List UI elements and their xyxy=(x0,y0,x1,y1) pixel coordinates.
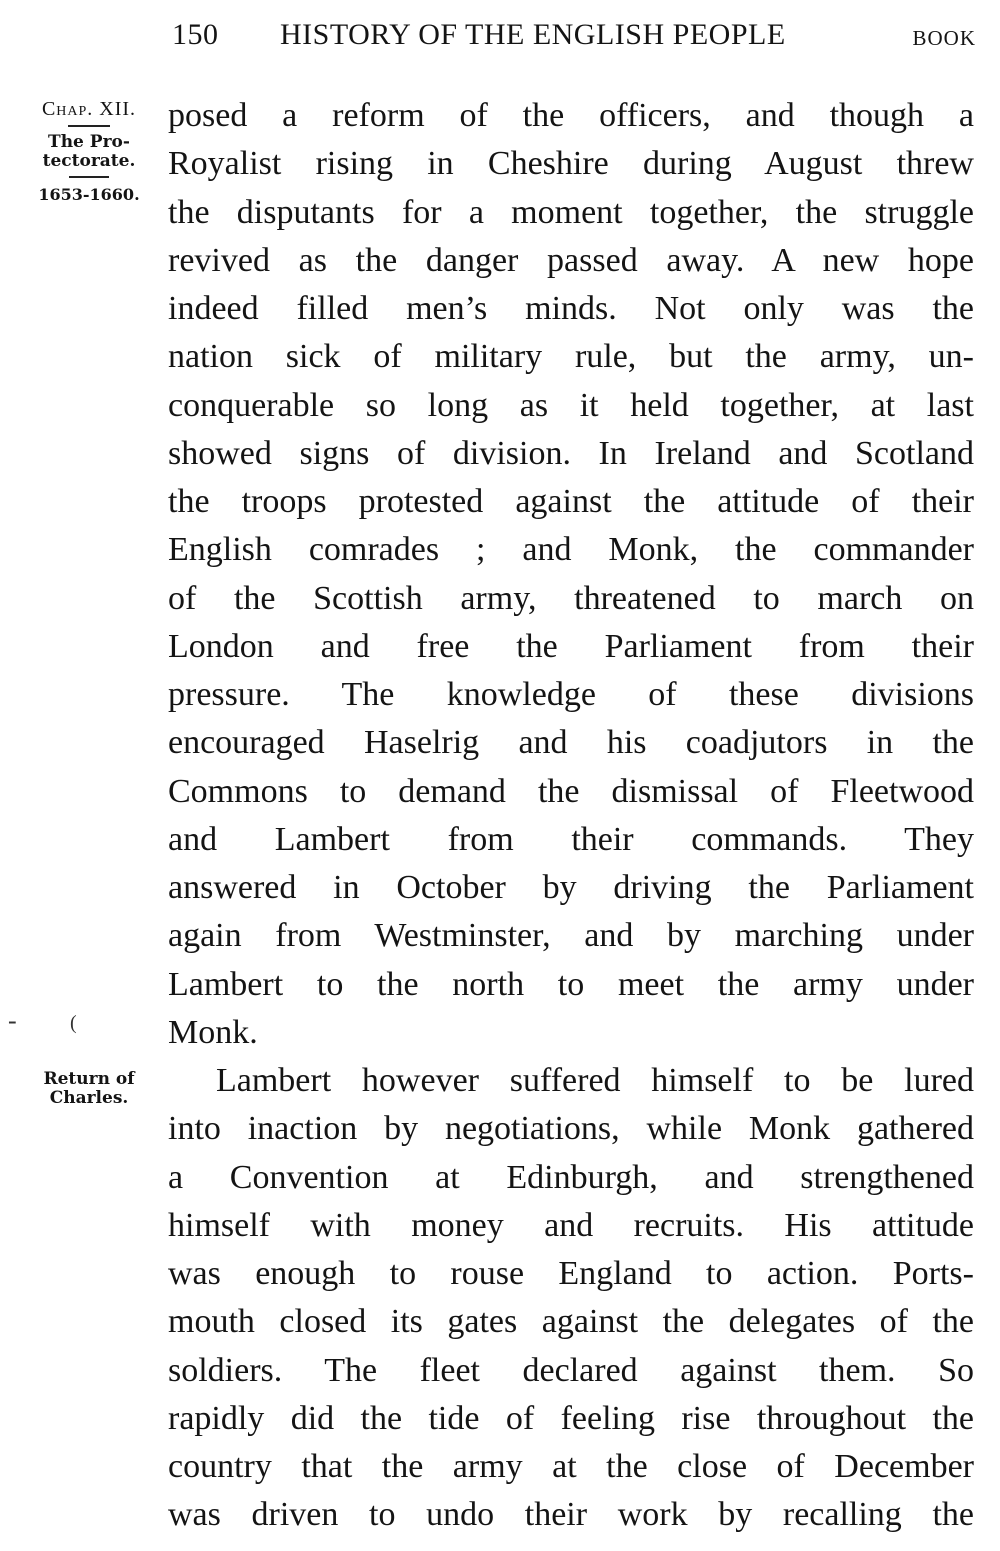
text-line: Lambert however suffered himself to be lured xyxy=(216,1062,974,1099)
text-line: a Convention at Edinburgh, and strengthened xyxy=(168,1158,974,1196)
margin-note-return xyxy=(18,1070,160,1108)
text-line: Monk. xyxy=(168,1013,258,1051)
text-line: and Lambert from their commands. They xyxy=(168,820,974,858)
chapter-label: Chap. XII. xyxy=(41,98,137,120)
running-book-label: BOOK xyxy=(912,26,976,50)
text-line: rapidly did the tide of feeling rise throughout the xyxy=(168,1399,974,1437)
text-line: answered in October by driving the Parliament xyxy=(168,869,974,906)
text-line: was enough to rouse England to action. Ports- xyxy=(168,1255,974,1292)
text-line: encouraged Haselrig and his coadjutors in the xyxy=(168,724,974,762)
margin-rule xyxy=(69,176,109,178)
text-line: mouth closed its gates against the delegates of the xyxy=(168,1303,974,1341)
text-line: Lambert to the north to meet the army under xyxy=(168,965,974,1003)
text-line: country that the army at the close of December xyxy=(168,1448,974,1485)
text-line: himself with money and recruits. His attitude xyxy=(168,1206,974,1244)
text-line: into inaction by negotiations, while Monk gathered xyxy=(168,1110,974,1148)
text-line: London and free the Parliament from their xyxy=(168,627,974,665)
paragraph xyxy=(168,1057,974,1540)
text-line: soldiers. The fleet declared against them. So xyxy=(168,1351,974,1389)
text-line: revived as the danger passed away. A new hope xyxy=(168,241,974,279)
section-title-line2: tectorate. xyxy=(42,151,136,171)
stray-paren-mark: ( xyxy=(70,1012,77,1034)
running-head xyxy=(170,18,976,58)
text-line: nation sick of military rule, but the army, un- xyxy=(168,338,974,376)
text-line: Royalist rising in Cheshire during August threw xyxy=(168,145,974,183)
margin-rule xyxy=(68,125,110,127)
text-line: English comrades ; and Monk, the commander xyxy=(168,531,974,569)
text-line: was driven to undo their work by recalling the xyxy=(168,1496,974,1534)
stray-dash-mark: - xyxy=(8,1006,17,1035)
text-line: the troops protested against the attitude of their xyxy=(168,483,974,520)
running-title: HISTORY OF THE ENGLISH PEOPLE xyxy=(280,18,786,51)
text-line: pressure. The knowledge of these divisions xyxy=(168,676,974,713)
text-line: showed signs of division. In Ireland and Scotland xyxy=(168,434,974,472)
text-line: again from Westminster, and by marching under xyxy=(168,917,974,955)
body-text xyxy=(168,92,974,1540)
margin-note-chapter xyxy=(18,100,160,204)
section-dates: 1653-1660. xyxy=(38,185,140,204)
text-line: Commons to demand the dismissal of Fleetwood xyxy=(168,772,974,810)
page-number: 150 xyxy=(172,18,219,51)
return-note-line2: Charles. xyxy=(49,1088,129,1108)
text-line: conquerable so long as it held together, at last xyxy=(168,386,974,424)
text-line: indeed filled men’s minds. Not only was the xyxy=(168,290,974,327)
text-line: posed a reform of the officers, and though a xyxy=(168,97,974,134)
text-line: of the Scottish army, threatened to march on xyxy=(168,579,974,617)
section-title-line1: The Pro- xyxy=(48,132,130,152)
text-line: the disputants for a moment together, the struggle xyxy=(168,193,974,231)
return-note-line1: Return of xyxy=(43,1069,135,1089)
paragraph xyxy=(168,92,974,1057)
